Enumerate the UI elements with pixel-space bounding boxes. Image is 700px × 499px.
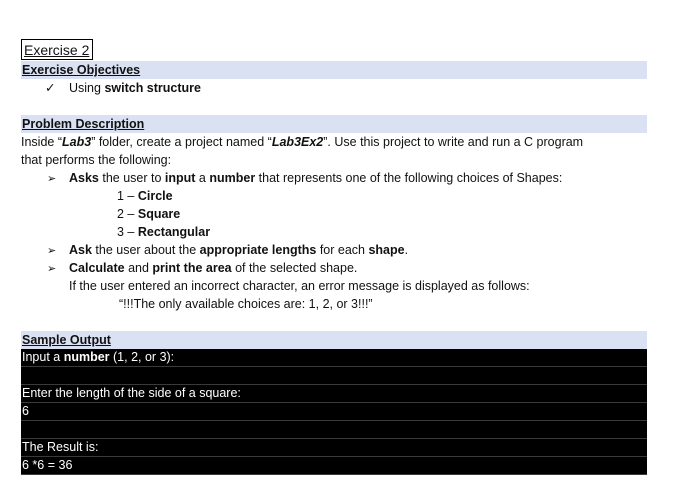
error-message: “!!!The only available choices are: 1, 2, or 3!!!” (119, 297, 373, 311)
check-icon: ✓ (45, 81, 56, 95)
error-intro: If the user entered an incorrect character, an error message is displayed as follows: (69, 279, 530, 293)
choice-circle: 1 – Circle (117, 189, 173, 203)
bullet-ask-lengths: ➢ Ask the user about the appropriate lengths for each shape. (21, 241, 647, 259)
problem-intro-line-1: Inside “Lab3” folder, create a project named “Lab3Ex2”. Use this project to write and run a C program (21, 135, 584, 149)
objectives-heading: Exercise Objectives (21, 61, 647, 79)
objective-item: ✓ Using switch structure (45, 81, 201, 95)
choice-square: 2 – Square (117, 207, 181, 221)
sample-output-console (21, 349, 647, 475)
console-prompt-line: Input a number (1, 2, or 3): (21, 349, 647, 367)
sample-output-heading: Sample Output (21, 331, 647, 349)
arrow-bullet-icon: ➢ (47, 173, 57, 185)
arrow-bullet-icon: ➢ (47, 263, 57, 275)
arrow-bullet-icon: ➢ (47, 245, 57, 257)
console-length-prompt: Enter the length of the side of a square: (21, 385, 647, 403)
bullet-calculate: ➢ Calculate and print the area of the selected shape. (21, 259, 647, 277)
bullet-asks: ➢ Asks the user to input a number that represents one of the following choices of Shapes: (21, 169, 647, 187)
console-blank-line (21, 367, 647, 385)
console-result-label: The Result is: (21, 439, 647, 457)
document-page (21, 39, 647, 475)
exercise-title: Exercise 2 (21, 39, 93, 60)
console-length-value: 6 (21, 403, 647, 421)
console-blank-line (21, 421, 647, 439)
problem-heading: Problem Description (21, 115, 647, 133)
console-result-value: 6 *6 = 36 (21, 457, 647, 475)
problem-intro-line-2: that performs the following: (21, 153, 172, 167)
choice-rectangular: 3 – Rectangular (117, 225, 211, 239)
